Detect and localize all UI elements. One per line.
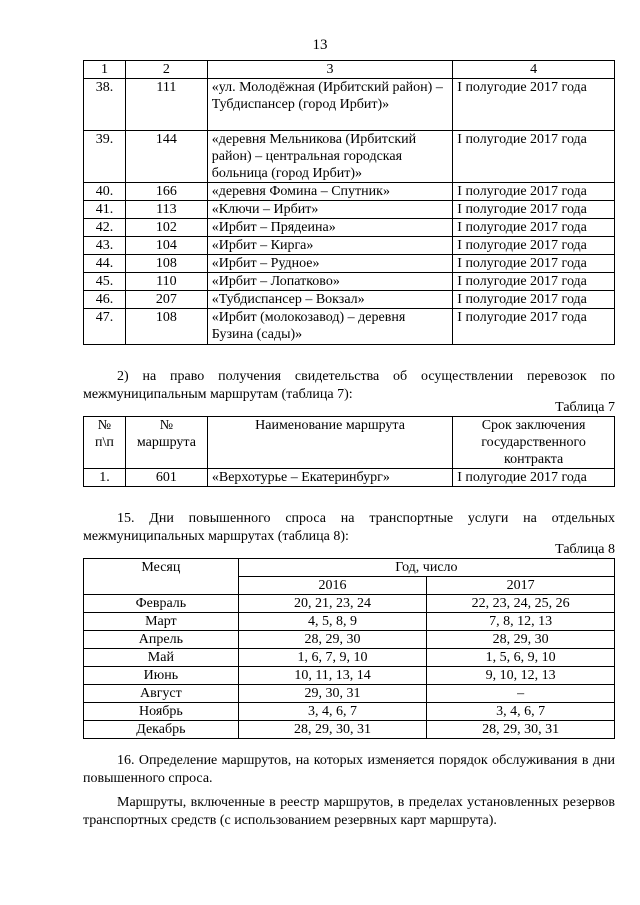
paragraph-2: 2) на право получения свидетельства об осуществлении перевозок по межмуниципальным маршрутам (таблица 7):	[83, 369, 615, 402]
route-term: I полугодие 2017 года	[453, 273, 615, 291]
days-2016: 3, 4, 6, 7	[238, 703, 427, 721]
month-cell: Апрель	[84, 631, 239, 649]
route-term: I полугодие 2017 года	[453, 255, 615, 273]
days-2016: 28, 29, 30, 31	[238, 721, 427, 739]
table8-caption: Таблица 8	[555, 542, 615, 557]
route-number: 102	[125, 219, 207, 237]
route-name: «ул. Молодёжная (Ирбитский район) – Тубдиспансер (город Ирбит)»	[207, 79, 453, 131]
month-cell: Март	[84, 613, 239, 631]
days-2016: 4, 5, 8, 9	[238, 613, 427, 631]
route-term: I полугодие 2017 года	[453, 183, 615, 201]
row-number: 43.	[84, 237, 126, 255]
table-row	[84, 631, 615, 649]
year-2016-header: 2016	[238, 577, 427, 595]
days-2017: 9, 10, 12, 13	[427, 667, 615, 685]
row-number: 41.	[84, 201, 126, 219]
days-2017: 3, 4, 6, 7	[427, 703, 615, 721]
table-row	[84, 237, 615, 255]
table-row	[84, 703, 615, 721]
column-header: № п\п	[84, 417, 126, 469]
table-row	[84, 469, 615, 487]
route-name: «деревня Мельникова (Ирбитский район) – центральная городская больница (город Ирбит)»	[207, 131, 453, 183]
route-number: 144	[125, 131, 207, 183]
row-number: 1.	[84, 469, 126, 487]
month-cell: Февраль	[84, 595, 239, 613]
column-header: Наименование маршрута	[207, 417, 452, 469]
route-number: 207	[125, 291, 207, 309]
row-number: 44.	[84, 255, 126, 273]
route-name: «деревня Фомина – Спутник»	[207, 183, 453, 201]
days-2017: 7, 8, 12, 13	[427, 613, 615, 631]
table-row	[84, 219, 615, 237]
row-number: 39.	[84, 131, 126, 183]
row-number: 46.	[84, 291, 126, 309]
month-cell: Август	[84, 685, 239, 703]
table-row	[84, 183, 615, 201]
table-row	[84, 667, 615, 685]
column-header: Срок заключения государственного контракта	[453, 417, 615, 469]
row-number: 47.	[84, 309, 126, 345]
column-header: № маршрута	[125, 417, 207, 469]
route-name: «Ирбит – Рудное»	[207, 255, 453, 273]
column-header: 1	[84, 61, 126, 79]
month-cell: Ноябрь	[84, 703, 239, 721]
days-2016: 1, 6, 7, 9, 10	[238, 649, 427, 667]
table-row	[84, 649, 615, 667]
days-2017: 1, 5, 6, 9, 10	[427, 649, 615, 667]
peak-days-table	[83, 558, 615, 739]
row-number: 40.	[84, 183, 126, 201]
page-number: 13	[312, 37, 328, 53]
route-name: «Ирбит (молокозавод) – деревня Бузина (сады)»	[207, 309, 453, 345]
table-header-row	[84, 417, 615, 469]
route-name: «Верхотурье – Екатеринбург»	[207, 469, 452, 487]
table-row	[84, 595, 615, 613]
table-row	[84, 685, 615, 703]
route-number: 108	[125, 309, 207, 345]
row-number: 42.	[84, 219, 126, 237]
table-row	[84, 131, 615, 183]
table-row	[84, 273, 615, 291]
days-2017: –	[427, 685, 615, 703]
route-name: «Ирбит – Прядеина»	[207, 219, 453, 237]
route-number: 108	[125, 255, 207, 273]
table-header-row	[84, 559, 615, 577]
routes-table	[83, 60, 615, 345]
route-name: «Ирбит – Лопатково»	[207, 273, 453, 291]
route-term: I полугодие 2017 года	[453, 79, 615, 131]
route-number: 113	[125, 201, 207, 219]
column-header: 4	[453, 61, 615, 79]
days-2016: 10, 11, 13, 14	[238, 667, 427, 685]
table-row	[84, 613, 615, 631]
table-row	[84, 291, 615, 309]
column-header: 2	[125, 61, 207, 79]
paragraph-16-routes: Маршруты, включенные в реестр маршрутов, в пределах установленных резервов транспортных средств (с использованием резервных карт маршрута).	[83, 795, 615, 828]
route-number: 110	[125, 273, 207, 291]
route-term: I полугодие 2017 года	[453, 309, 615, 345]
days-2016: 29, 30, 31	[238, 685, 427, 703]
table-header-row	[84, 61, 615, 79]
days-2017: 28, 29, 30, 31	[427, 721, 615, 739]
days-2017: 28, 29, 30	[427, 631, 615, 649]
table-row	[84, 721, 615, 739]
column-header: 3	[207, 61, 453, 79]
route-number: 601	[125, 469, 207, 487]
month-header: Месяц	[84, 559, 239, 595]
route-name: «Ирбит – Кирга»	[207, 237, 453, 255]
row-number: 38.	[84, 79, 126, 131]
table-row	[84, 201, 615, 219]
table7-caption: Таблица 7	[555, 400, 615, 415]
route-name: «Ключи – Ирбит»	[207, 201, 453, 219]
table-row	[84, 309, 615, 345]
route-number: 111	[125, 79, 207, 131]
month-cell: Декабрь	[84, 721, 239, 739]
route-number: 104	[125, 237, 207, 255]
days-2016: 20, 21, 23, 24	[238, 595, 427, 613]
route-term: I полугодие 2017 года	[453, 469, 615, 487]
days-2017: 22, 23, 24, 25, 26	[427, 595, 615, 613]
route-term: I полугодие 2017 года	[453, 201, 615, 219]
year-2017-header: 2017	[427, 577, 615, 595]
route-number: 166	[125, 183, 207, 201]
row-number: 45.	[84, 273, 126, 291]
table-row	[84, 255, 615, 273]
certificate-routes-table	[83, 416, 615, 487]
route-name: «Тубдиспансер – Вокзал»	[207, 291, 453, 309]
route-term: I полугодие 2017 года	[453, 131, 615, 183]
route-term: I полугодие 2017 года	[453, 219, 615, 237]
days-2016: 28, 29, 30	[238, 631, 427, 649]
paragraph-16: 16. Определение маршрутов, на которых изменяется порядок обслуживания в дни повышенного спроса.	[83, 753, 615, 786]
route-term: I полугодие 2017 года	[453, 291, 615, 309]
month-cell: Июнь	[84, 667, 239, 685]
month-cell: Май	[84, 649, 239, 667]
route-term: I полугодие 2017 года	[453, 237, 615, 255]
year-header: Год, число	[238, 559, 614, 577]
table-row	[84, 79, 615, 131]
paragraph-15: 15. Дни повышенного спроса на транспортные услуги на отдельных межмуниципальных маршрутах (таблица 8):	[83, 511, 615, 544]
